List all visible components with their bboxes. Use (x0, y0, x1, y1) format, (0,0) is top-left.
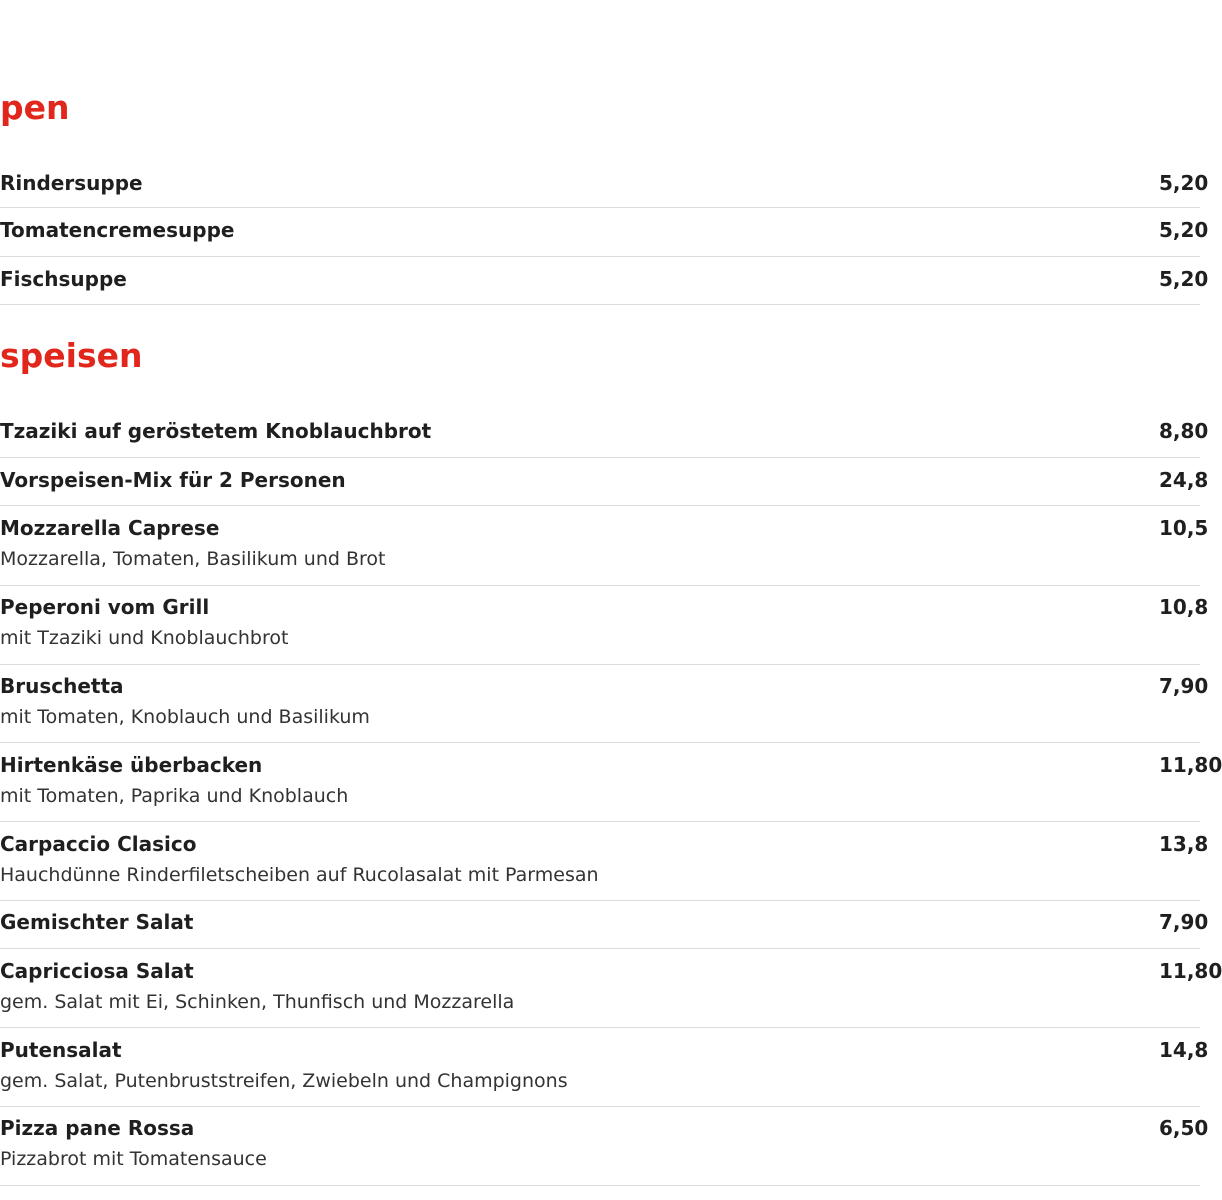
item-price: 10,5 (1159, 516, 1209, 540)
menu-item (0, 266, 1209, 305)
menu-item (0, 673, 1209, 743)
item-name: Peperoni vom Grill (0, 595, 210, 619)
item-description: gem. Salat, Putenbruststreifen, Zwiebeln und Champignons (0, 1070, 568, 1092)
item-description: gem. Salat mit Ei, Schinken, Thunfisch und Mozzarella (0, 991, 515, 1013)
item-name: Gemischter Salat (0, 910, 194, 934)
item-price: 5,20 (1159, 218, 1209, 242)
menu-item (0, 1037, 1209, 1107)
item-price: 7,90 (1159, 910, 1209, 934)
section-title-soups: pen (0, 88, 70, 127)
item-price: 7,90 (1159, 674, 1209, 698)
item-name: Capricciosa Salat (0, 959, 194, 983)
menu-item (0, 594, 1209, 665)
menu-item (0, 831, 1209, 901)
item-name: Mozzarella Caprese (0, 516, 220, 540)
item-name: Fischsuppe (0, 267, 127, 291)
item-name: Carpaccio Clasico (0, 832, 197, 856)
item-name: Tzaziki auf geröstetem Knoblauchbrot (0, 419, 432, 443)
item-name: Pizza pane Rossa (0, 1116, 195, 1140)
menu-item (0, 752, 1222, 822)
item-price: 13,8 (1159, 832, 1209, 856)
menu-item (0, 515, 1209, 586)
item-description: mit Tomaten, Knoblauch und Basilikum (0, 706, 370, 728)
item-description: Mozzarella, Tomaten, Basilikum und Brot (0, 548, 386, 570)
menu-item (0, 217, 1209, 257)
menu-item (0, 170, 1209, 208)
item-price: 11,80 (1159, 959, 1222, 983)
menu-item (0, 418, 1209, 458)
item-name: Hirtenkäse überbacken (0, 753, 263, 777)
item-name: Tomatencremesuppe (0, 218, 235, 242)
item-name: Rindersuppe (0, 171, 143, 195)
menu-item (0, 909, 1209, 949)
item-price: 5,20 (1159, 171, 1209, 195)
menu-item (0, 467, 1209, 506)
item-name: Vorspeisen-Mix für 2 Personen (0, 468, 346, 492)
item-description: Hauchdünne Rinderfiletscheiben auf Rucolasalat mit Parmesan (0, 864, 599, 886)
item-description: mit Tomaten, Paprika und Knoblauch (0, 785, 349, 807)
item-price: 10,8 (1159, 595, 1209, 619)
item-price: 11,80 (1159, 753, 1222, 777)
item-price: 8,80 (1159, 419, 1209, 443)
item-price: 5,20 (1159, 267, 1209, 291)
item-name: Bruschetta (0, 674, 124, 698)
item-price: 14,8 (1159, 1038, 1209, 1062)
item-description: mit Tzaziki und Knoblauchbrot (0, 627, 289, 649)
menu-item (0, 1115, 1209, 1186)
section-title-starters: speisen (0, 336, 143, 375)
item-price: 6,50 (1159, 1116, 1209, 1140)
item-price: 24,8 (1159, 468, 1209, 492)
item-description: Pizzabrot mit Tomatensauce (0, 1148, 267, 1170)
menu-item (0, 958, 1222, 1028)
item-name: Putensalat (0, 1038, 122, 1062)
